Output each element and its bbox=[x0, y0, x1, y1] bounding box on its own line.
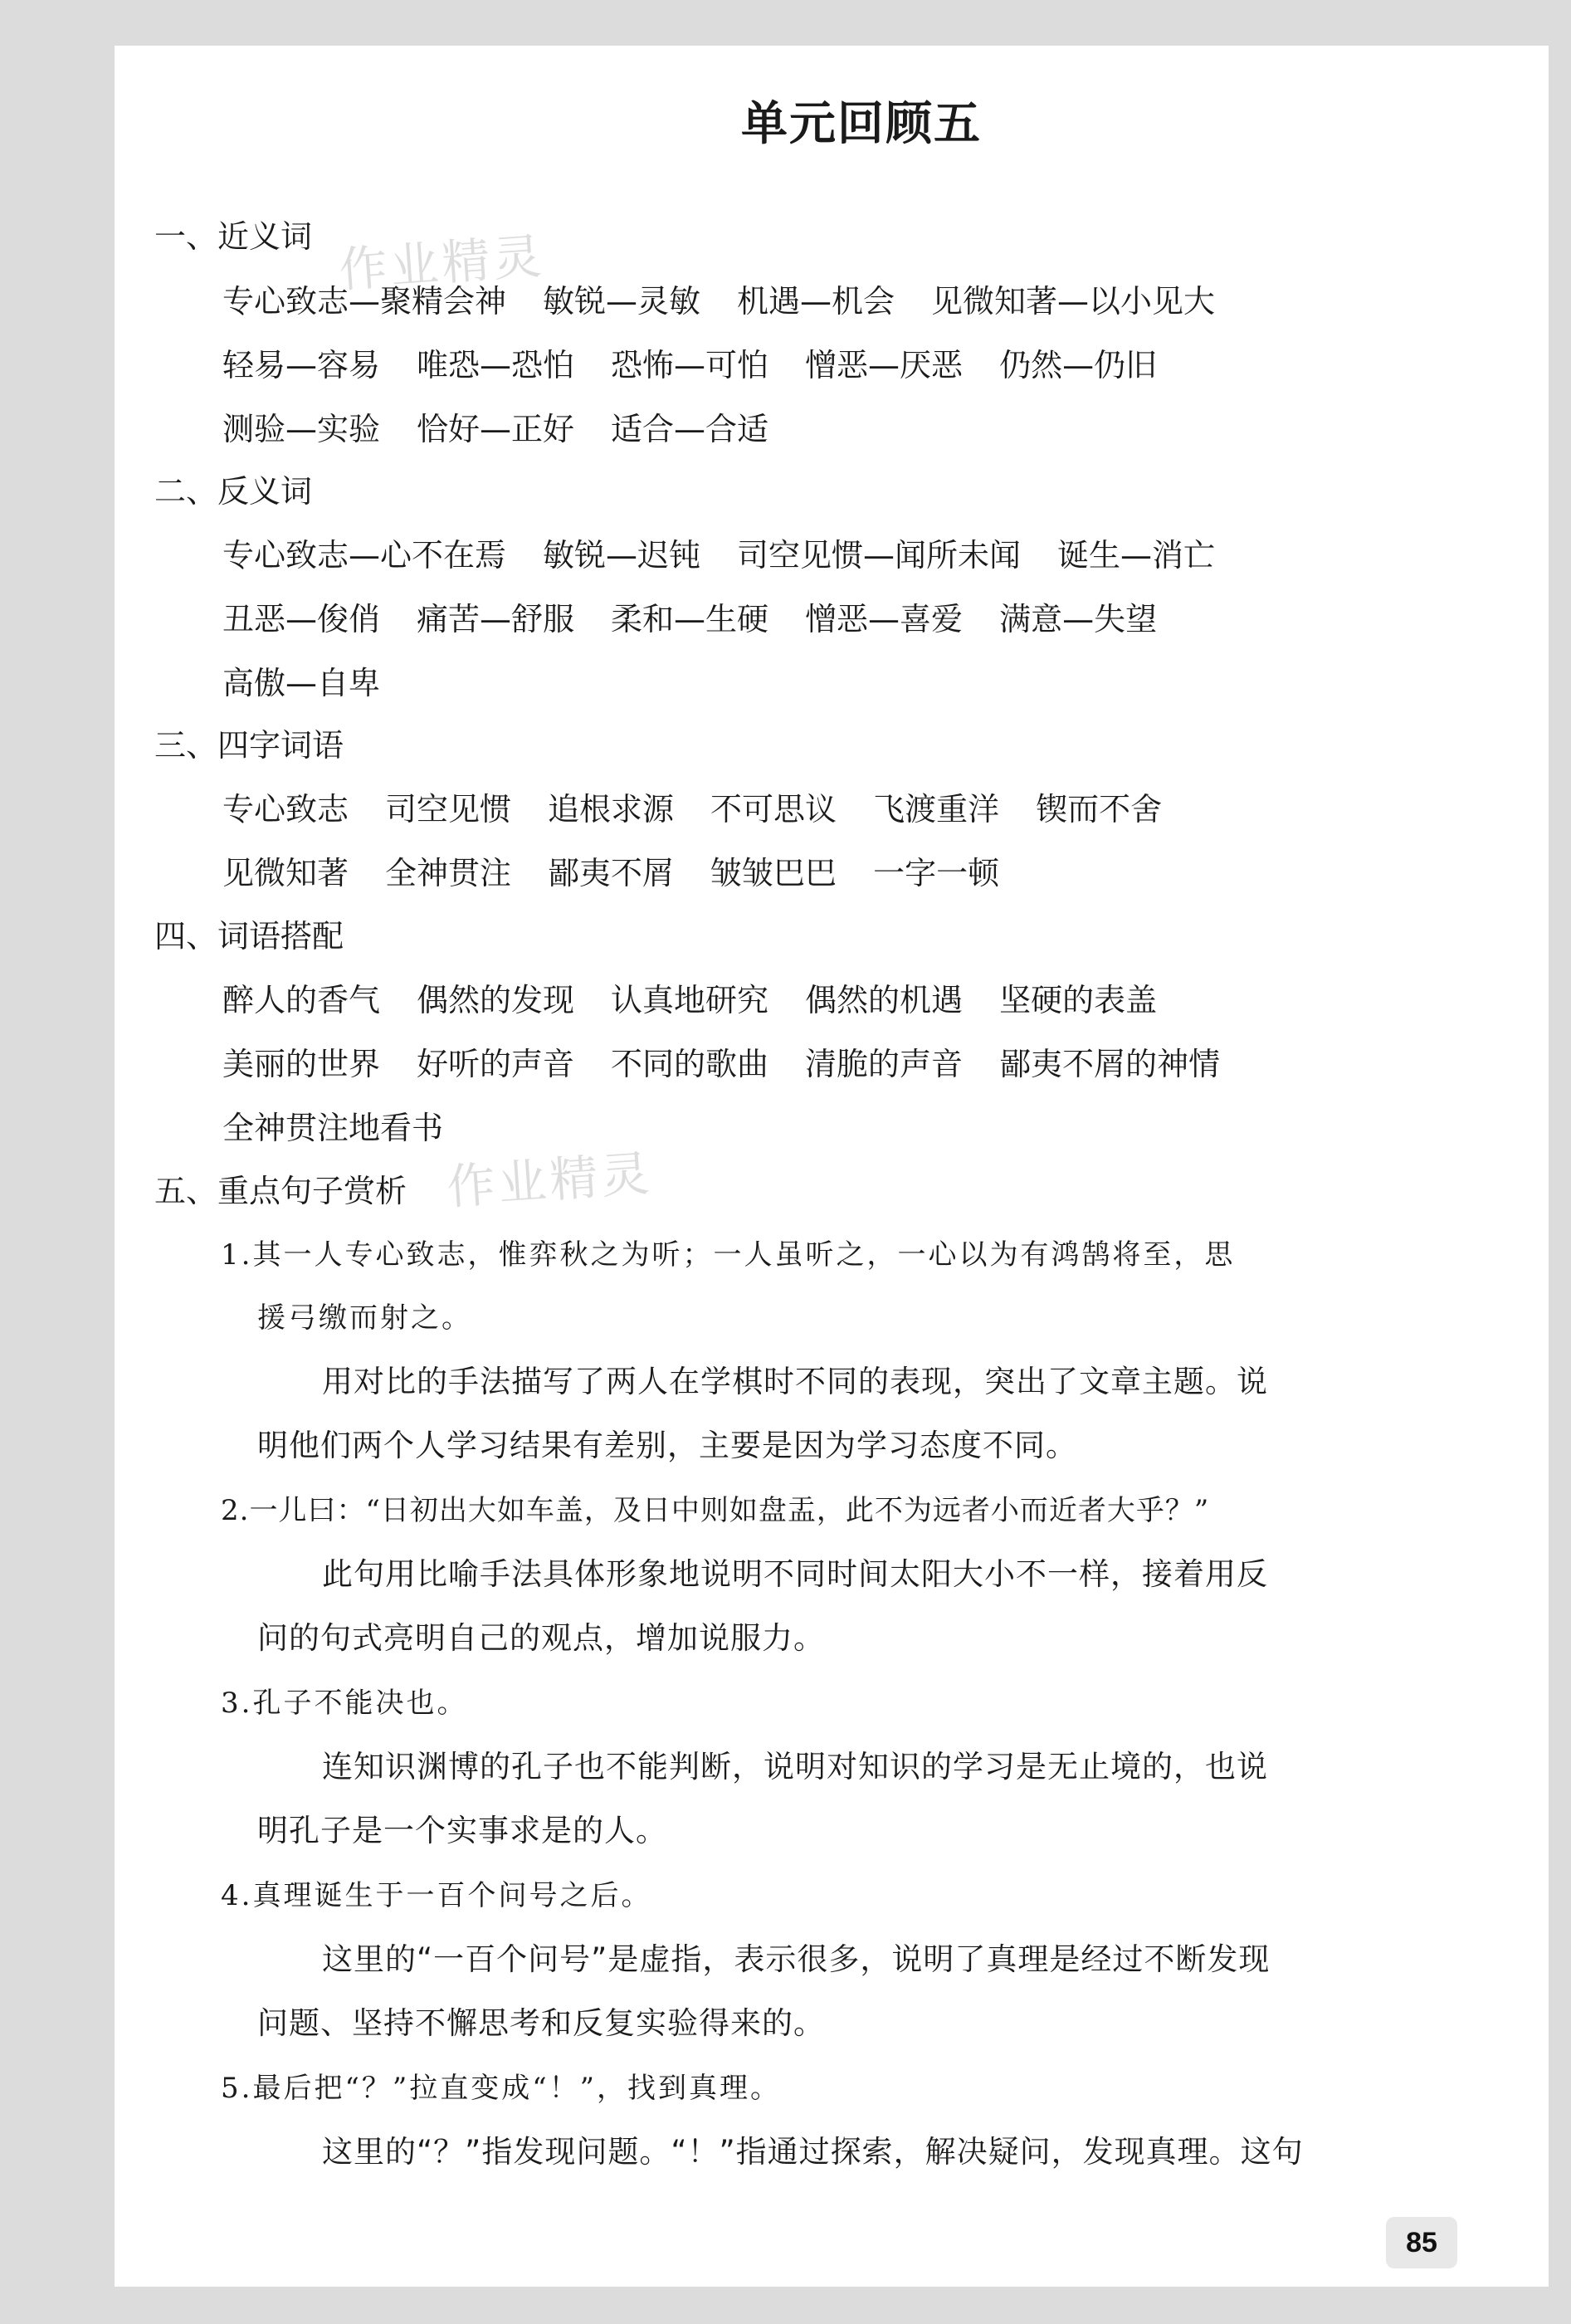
title-banner bbox=[600, 79, 1123, 162]
key-sentence: 1.其一人专心致志，惟弈秋之为听；一人虽听之，一心以为有鸿鹄将至，思 bbox=[221, 1238, 1236, 1272]
key-sentence: 3.孔子不能决也。 bbox=[221, 1687, 468, 1720]
word-pair: 恰好—正好 bbox=[417, 411, 575, 447]
collocation: 好听的声音 bbox=[417, 1046, 575, 1082]
word-pair: 见微知著—以小见大 bbox=[931, 283, 1216, 320]
word-pair: 丑恶—俊俏 bbox=[222, 601, 381, 637]
sentence-analysis: 这里的“？”指发现问题。“！”指通过探索，解决疑问，发现真理。这句 bbox=[322, 2134, 1304, 2170]
word-pair: 柔和—生硬 bbox=[611, 601, 769, 637]
sentence-analysis: 问的句式亮明自己的观点，增加说服力。 bbox=[257, 1620, 825, 1656]
collocation: 偶然的发现 bbox=[417, 982, 575, 1018]
word-pair: 唯恐—恐怕 bbox=[417, 347, 575, 383]
word-pair: 专心致志—心不在焉 bbox=[222, 537, 507, 574]
sentence-analysis: 明他们两个人学习结果有差别，主要是因为学习态度不同。 bbox=[257, 1428, 1077, 1463]
document-page bbox=[115, 46, 1549, 2287]
idiom: 见微知著 bbox=[222, 855, 349, 891]
word-pair: 仍然—仍旧 bbox=[999, 347, 1158, 383]
section-heading: 二、反义词 bbox=[154, 473, 313, 510]
sentence-analysis: 这里的“一百个问号”是虚指，表示很多，说明了真理是经过不断发现 bbox=[322, 1941, 1271, 1977]
idiom: 追根求源 bbox=[548, 791, 675, 828]
sentence-analysis: 连知识渊博的孔子也不能判断，说明对知识的学习是无止境的，也说 bbox=[322, 1749, 1268, 1784]
word-line bbox=[222, 344, 1193, 386]
word-pair: 敏锐—灵敏 bbox=[543, 283, 701, 320]
word-line bbox=[222, 662, 417, 704]
collocation: 美丽的世界 bbox=[222, 1046, 381, 1082]
key-sentence: 2.一儿曰：“日初出大如车盖，及日中则如盘盂，此不为远者小而近者大乎？” bbox=[221, 1494, 1210, 1527]
sentence-analysis: 明孔子是一个实事求是的人。 bbox=[257, 1813, 667, 1848]
word-line bbox=[222, 408, 805, 450]
sentence-analysis: 此句用比喻手法具体形象地说明不同时间太阳大小不一样，接着用反 bbox=[322, 1556, 1268, 1592]
word-pair: 司空见惯—闻所未闻 bbox=[737, 537, 1022, 574]
sentence-analysis: 问题、坚持不懈思考和反复实验得来的。 bbox=[257, 2005, 825, 2041]
word-line bbox=[222, 788, 1198, 830]
section-heading: 五、重点句子赏析 bbox=[154, 1173, 407, 1209]
word-line bbox=[222, 979, 1193, 1021]
idiom: 不可思议 bbox=[710, 791, 837, 828]
word-pair: 憎恶—喜爱 bbox=[805, 601, 964, 637]
idiom: 皱皱巴巴 bbox=[710, 855, 837, 891]
idiom: 全神贯注 bbox=[385, 855, 512, 891]
word-pair: 憎恶—厌恶 bbox=[805, 347, 964, 383]
word-line bbox=[222, 535, 1251, 576]
word-line bbox=[222, 281, 1251, 322]
word-pair: 满意—失望 bbox=[999, 601, 1158, 637]
page-number: 85 bbox=[1386, 2217, 1457, 2268]
word-line bbox=[222, 852, 1036, 894]
word-pair: 适合—合适 bbox=[611, 411, 769, 447]
word-pair: 敏锐—迟钝 bbox=[543, 537, 701, 574]
collocation: 认真地研究 bbox=[611, 982, 769, 1018]
word-line bbox=[222, 1107, 480, 1149]
collocation: 坚硬的表盖 bbox=[999, 982, 1158, 1018]
collocation: 偶然的机遇 bbox=[805, 982, 964, 1018]
word-pair: 轻易—容易 bbox=[222, 347, 381, 383]
collocation: 不同的歌曲 bbox=[611, 1046, 769, 1082]
collocation: 清脆的声音 bbox=[805, 1046, 964, 1082]
word-pair: 专心致志—聚精会神 bbox=[222, 283, 507, 320]
page-title: 单元回顾五 bbox=[741, 96, 982, 151]
key-sentence: 援弓缴而射之。 bbox=[257, 1301, 472, 1335]
word-pair: 测验—实验 bbox=[222, 411, 381, 447]
word-line bbox=[222, 598, 1193, 640]
watermark: 作业精灵 bbox=[337, 227, 547, 299]
idiom: 锲而不舍 bbox=[1036, 791, 1163, 828]
collocation: 鄙夷不屑的神情 bbox=[999, 1046, 1221, 1082]
section-heading: 四、词语搭配 bbox=[154, 918, 344, 954]
idiom: 飞渡重洋 bbox=[873, 791, 1000, 828]
idiom: 一字一顿 bbox=[873, 855, 1000, 891]
idiom: 鄙夷不屑 bbox=[548, 855, 675, 891]
idiom: 司空见惯 bbox=[385, 791, 512, 828]
idiom: 专心致志 bbox=[222, 791, 349, 828]
word-pair: 机遇—机会 bbox=[737, 283, 895, 320]
key-sentence: 5.最后把“？”拉直变成“！”，找到真理。 bbox=[221, 2072, 781, 2105]
collocation: 醉人的香气 bbox=[222, 982, 381, 1018]
word-pair: 恐怖—可怕 bbox=[611, 347, 769, 383]
word-pair: 高傲—自卑 bbox=[222, 665, 381, 701]
key-sentence: 4.真理诞生于一百个问号之后。 bbox=[221, 1879, 652, 1912]
sentence-analysis: 用对比的手法描写了两人在学棋时不同的表现，突出了文章主题。说 bbox=[322, 1364, 1268, 1399]
word-pair: 诞生—消亡 bbox=[1057, 537, 1216, 574]
word-pair: 痛苦—舒服 bbox=[417, 601, 575, 637]
section-heading: 一、近义词 bbox=[154, 218, 313, 255]
word-line bbox=[222, 1043, 1256, 1085]
watermark: 作业精灵 bbox=[445, 1145, 655, 1216]
collocation: 全神贯注地看书 bbox=[222, 1110, 444, 1146]
section-heading: 三、四字词语 bbox=[154, 727, 344, 764]
